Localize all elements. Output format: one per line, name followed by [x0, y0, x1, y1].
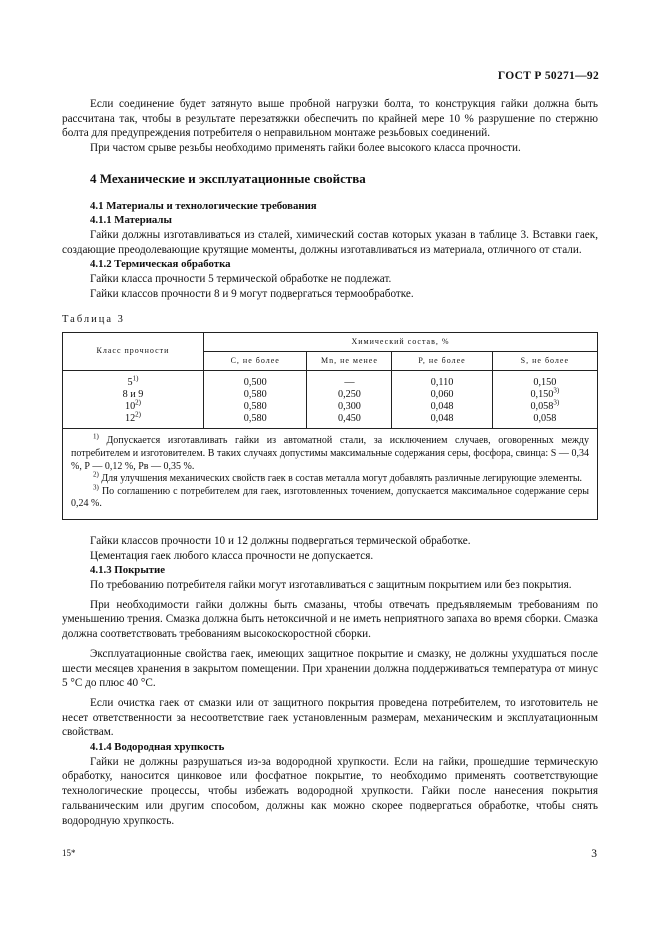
after-table-paragraph-2: Цементация гаек любого класса прочности не допускается.	[90, 549, 374, 562]
chemical-composition-table	[62, 332, 598, 520]
section-4-1-title: 4.1 Материалы и технологические требования	[90, 199, 317, 212]
section-4-1-3-paragraph-2: При необходимости гайки должны быть смазаны, чтобы отвечать предъявляемым требованиям по уменьшению трения. Смазка должна быть нетоксичной и не иметь неприятного запаха во время сборки. Смазка должна соответствовать требованиям высокоскоростной сборки.	[62, 598, 598, 641]
table-note-3: $^{3)}$ По соглашению с потребителем для гаек, изготовленных точением, допускается максимальное содержание серы 0,24 %.	[71, 483, 590, 510]
section-4-1-3-paragraph-4: Если очистка гаек от смазки или от защитного покрытия проведена потребителем, то изготовитель не несет ответственности за несоответствие гаек установленным размерам, механическим и эксплуатационным свойствам.	[62, 696, 598, 739]
intro-paragraph-1: Если соединение будет затянуто выше пробной нагрузки болта, то конструкция гайки должна быть рассчитана так, чтобы в результате перезатяжки обеспечить по крайней мере 10 % разрушение по стержню болта для предупреждения потребителя о неправильном монтаже резьбовых соединений.	[62, 98, 598, 140]
section-4-1-4-title: 4.1.4 Водородная хрупкость	[90, 741, 225, 754]
header-p: Р, не более	[392, 352, 492, 371]
section-4-1-3-title: 4.1.3 Покрытие	[90, 564, 166, 577]
intro-paragraph-2: При частом срыве резьбы необходимо применять гайки более высокого класса прочности.	[90, 142, 521, 155]
table-caption: Таблица 3	[62, 314, 125, 326]
class-values: 5$^{1)}$ 8 и 9 10$^{2)}$ 12$^{2)}$	[63, 371, 204, 429]
mn-values: — 0,250 0,300 0,450	[307, 371, 392, 429]
section-4-1-3-paragraph-3: Эксплуатационные свойства гаек, имеющих защитное покрытие и смазку, не должны ухудшаться после шести месяцев хранения в закрытом помещении. При хранении должна поддерживаться температура от минус 5 °С до плюс 40 °С.	[62, 647, 598, 690]
after-table-paragraph-1: Гайки классов прочности 10 и 12 должны подвергаться термической обработке.	[90, 534, 471, 547]
table-values-row	[63, 371, 598, 429]
table-note-2: $^{2)}$ Для улучшения механических свойств гаек в состав металла могут добавлять различные легирующие элементы.	[93, 470, 583, 485]
page-number: 3	[591, 848, 597, 860]
section-4-1-2-text-1: Гайки класса прочности 5 термической обработке не подлежат.	[90, 273, 392, 286]
section-4-1-3-paragraph-1: По требованию потребителя гайки могут изготавливаться с защитным покрытием или без покрытия.	[90, 579, 572, 591]
section-4-1-1-text: Гайки должны изготавливаться из сталей, химический состав которых указан в таблице 3. Вставки гаек, создающие преодолевающие крутящие моменты, должны изготавливаться из материала, отличного от стали.	[62, 228, 598, 256]
header-c: С, не более	[204, 352, 307, 371]
section-4-title: 4 Механические и эксплуатационные свойства	[90, 170, 366, 186]
section-4-1-2-text-2: Гайки классов прочности 8 и 9 могут подвергаться термообработке.	[90, 287, 414, 300]
header-s: S, не более	[492, 352, 597, 371]
header-composition: Химический состав, %	[204, 333, 598, 352]
header-class: Класс прочности	[63, 333, 204, 371]
section-4-1-1-title: 4.1.1 Материалы	[90, 214, 172, 227]
p-values: 0,110 0,060 0,048 0,048	[392, 371, 492, 429]
table-notes	[63, 429, 598, 520]
c-values: 0,500 0,580 0,580 0,580	[204, 371, 307, 429]
section-4-1-2-title: 4.1.2 Термическая обработка	[90, 258, 231, 271]
footer-mark: 15*	[62, 848, 76, 858]
section-4-1-4-paragraph-1: Гайки не должны разрушаться из-за водородной хрупкости. Если на гайки, прошедшие термическую обработку, наносится цинковое или фосфатное покрытие, то необходимо применять соответствующие технологические процессы, чтобы избежать водородной хрупкости. Гайки после нанесения покрытия гальваническим или другим способом, должны как можно скорее подвергаться обработке, чтобы снять водородную хрупкость.	[62, 755, 598, 827]
header-mn: Mn, не менее	[307, 352, 392, 371]
document-header: ГОСТ Р 50271—92	[497, 70, 599, 82]
page-content	[62, 97, 598, 828]
s-values: 0,150 0,150$^{3)}$ 0,058$^{3)}$ 0,058	[492, 371, 597, 429]
table-note-1: $^{1)}$ Допускается изготавливать гайки из автоматной стали, за исключением случаев, оговоренных между потребителем и изготовителем. В таких случаях допустимы максимальные содержания серы, фосфора, свинца: S — 0,34 %, Р — 0,12 %, Рв — 0,35 %.	[71, 433, 590, 472]
